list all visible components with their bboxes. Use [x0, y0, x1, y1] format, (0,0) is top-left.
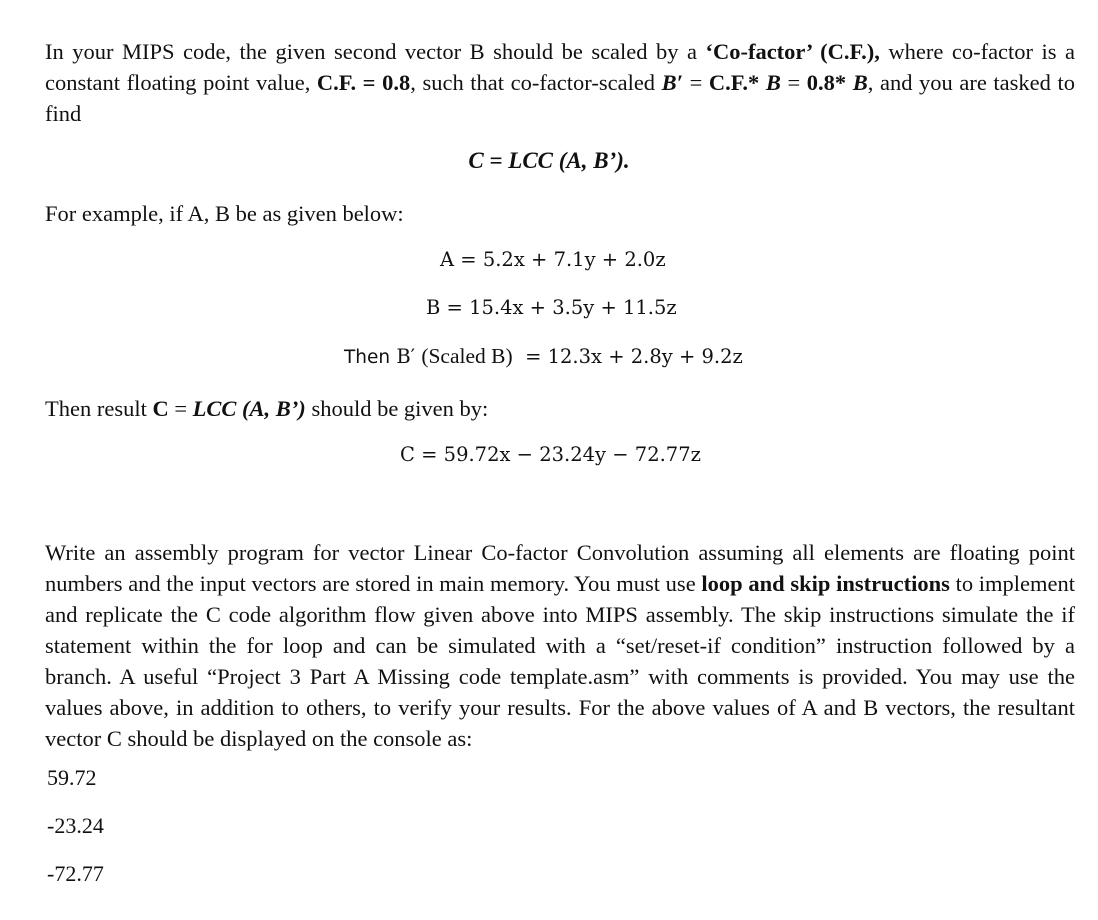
equation-b: B = 15.4x + 3.5y + 11.5z — [426, 296, 677, 319]
intro-b-2: B — [852, 70, 868, 95]
task-text-1: Write an assembly program for vector Linear Co-factor Convolution assuming all elements are floating point numbers and the input vectors are stored in main memory. You must use — [45, 540, 1075, 596]
equation-b-scaled-then: Then — [344, 347, 391, 368]
example-intro: For example, if A, B be as given below: — [45, 201, 404, 226]
equation-c: C = 59.72x − 23.24y − 72.77z — [400, 443, 701, 466]
intro-cofactor-term: ‘Co-factor’ (C.F.), — [705, 39, 880, 64]
console-output-z: -72.77 — [47, 861, 104, 886]
equation-b-scaled — [344, 344, 743, 369]
equation-a: A = 5.2x + 7.1y + 2.0z — [440, 248, 666, 271]
intro-equals-1: = — [682, 70, 709, 95]
task-text-2: to implement and replicate the C code algorithm flow given above into MIPS assembly. The skip instructions simulate the if statement within the for loop and can be simulated with a “set/reset-if condition” instruction followed by a branch. A useful “Project 3 Part A Missing code template.asm” with comments is provided. You may use the values above, in addition to others, to verify your results. For the above values of A and B vectors, the resultant vector C should be displayed on the console as: — [45, 571, 1076, 751]
result-text-1: Then result — [45, 396, 153, 421]
result-text-2: should be given by: — [305, 396, 489, 421]
main-equation — [0, 148, 1098, 174]
equation-b-scaled-label: (Scaled B) — [421, 344, 513, 368]
main-equation-text: C = LCC (A, B’). — [468, 148, 630, 173]
intro-cf-value: C.F. = 0.8 — [316, 70, 411, 95]
intro-paragraph — [45, 36, 1075, 129]
intro-text-1: In your MIPS code, the given second vector B should be scaled by a — [45, 39, 706, 64]
equation-b-scaled-rhs: = 12.3x + 2.8y + 9.2z — [525, 345, 743, 368]
task-paragraph — [45, 537, 1075, 754]
result-equals: = — [168, 396, 193, 421]
console-output-y: -23.24 — [47, 813, 104, 838]
intro-b-1: B — [765, 70, 781, 95]
intro-text-3: , such that co-factor-scaled — [410, 70, 662, 95]
result-intro — [45, 393, 1075, 424]
intro-b-prime: B′ — [661, 70, 683, 95]
intro-cf-times: C.F.* — [708, 70, 766, 95]
intro-factor-times: 0.8* — [806, 70, 853, 95]
equation-b-scaled-var: B′ — [396, 345, 416, 368]
console-output-x: 59.72 — [47, 765, 97, 790]
result-lcc: LCC (A, B’) — [192, 396, 306, 421]
intro-text-2: where co-factor is a constant floating point value, — [45, 39, 1075, 95]
intro-equals-2: = — [780, 70, 807, 95]
result-c: C — [152, 396, 169, 421]
task-loop-skip: loop and skip instructions — [701, 571, 950, 596]
intro-text-4: , and you are tasked to find — [45, 70, 1075, 126]
